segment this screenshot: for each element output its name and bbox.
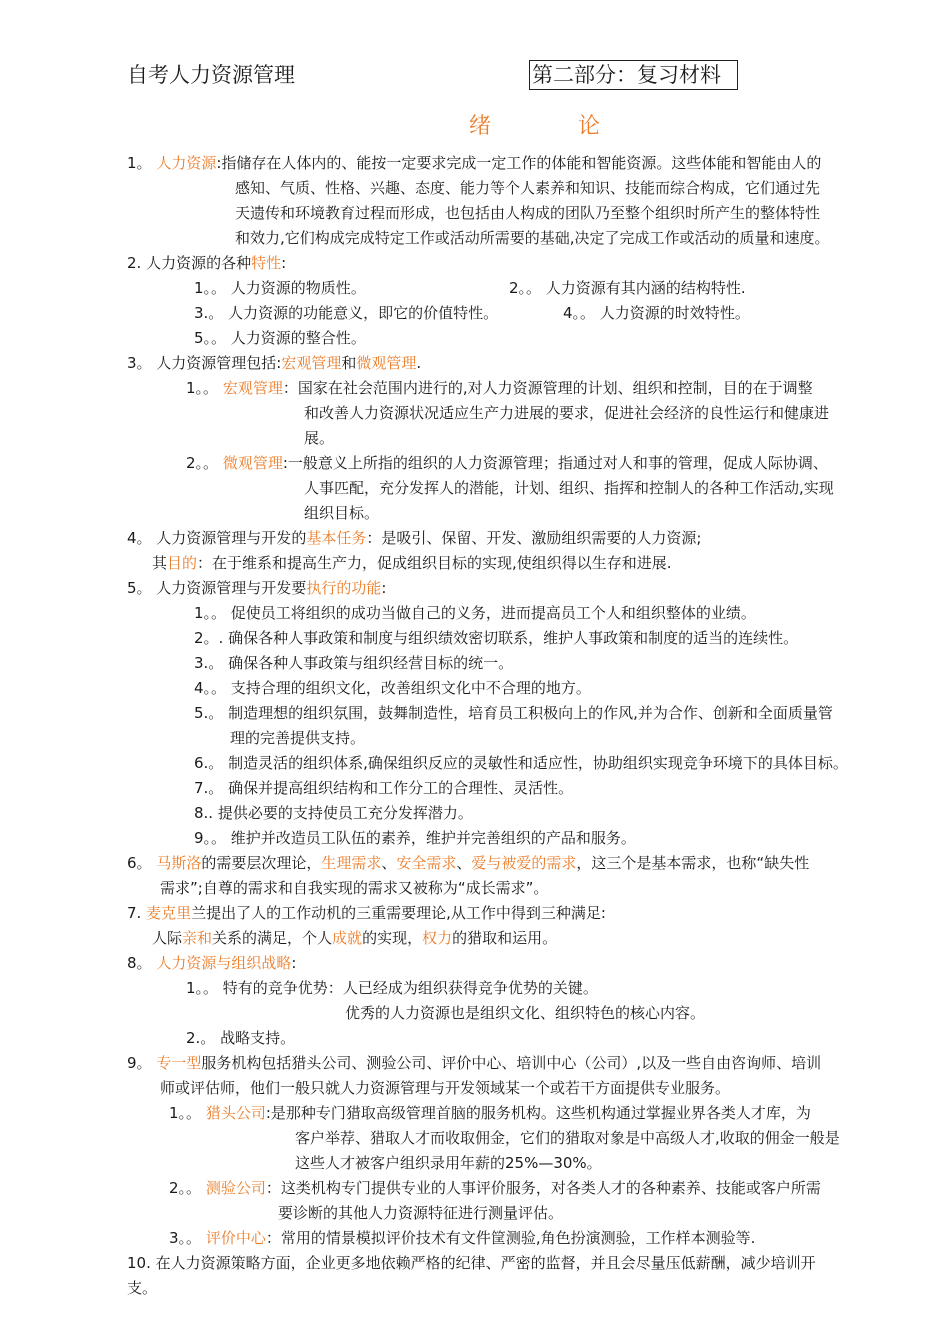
- text-segment: 优秀的人力资源也是组织文化、组织特色的核心内容。: [345, 1004, 706, 1022]
- highlighted-term: 目的: [167, 554, 198, 572]
- highlighted-term: 微观管理: [356, 354, 417, 372]
- text-segment: 和效力,它们构成完成特定工作或活动所需要的基础,决定了完成工作或活动的质量和速度。: [235, 229, 830, 247]
- text-segment: 3.。 人力资源的功能意义，即它的价值特性。: [194, 304, 499, 322]
- highlighted-term: 特性: [251, 254, 282, 272]
- text-line: [304, 501, 379, 526]
- text-segment: 10. 在人力资源策略方面，企业更多地依赖严格的纪律、严密的监督，并且会尽量压低薪酬，减少培训开: [127, 1254, 816, 1272]
- highlighted-term: 执行的功能: [306, 579, 382, 597]
- text-segment: 2.。 战略支持。: [186, 1029, 296, 1047]
- text-segment: 1。。 特有的竞争优势：人已经成为组织获得竞争优势的关键。: [186, 979, 598, 997]
- text-segment: 4。。 支持合理的组织文化，改善组织文化中不合理的地方。: [194, 679, 591, 697]
- text-segment: 理的完善提供支持。: [230, 729, 366, 747]
- text-segment: :: [291, 954, 297, 972]
- text-segment: 、: [456, 854, 472, 872]
- text-segment: 关系的满足，个人: [212, 929, 333, 947]
- text-line: [127, 151, 821, 176]
- text-segment: 天遗传和环境教育过程而形成，也包括由人构成的团队乃至整个组织时所产生的整体特性: [235, 204, 821, 222]
- text-segment: 6。: [127, 854, 157, 872]
- text-segment: :指储存在人体内的、能按一定要求完成一定工作的体能和智能资源。这些体能和智能由人的: [216, 154, 822, 172]
- highlighted-term: 微观管理: [222, 454, 283, 472]
- highlighted-term: 成就: [332, 929, 363, 947]
- text-line: [169, 1226, 755, 1251]
- highlighted-term: 基本任务: [306, 529, 367, 547]
- text-line: [186, 376, 813, 401]
- text-segment: 兰提出了人的工作动机的三重需要理论,从工作中得到三种满足:: [191, 904, 606, 922]
- text-line: [509, 276, 746, 301]
- text-segment: 5.。 制造理想的组织氛围，鼓舞制造性，培育员工积极向上的作风,并为合作、创新和全面质量管: [194, 704, 833, 722]
- text-line: [563, 301, 750, 326]
- text-segment: 4。 人力资源管理与开发的: [127, 529, 307, 547]
- text-line: [345, 1001, 705, 1026]
- text-line: [186, 1026, 295, 1051]
- text-line: [127, 351, 421, 376]
- text-segment: 7.: [127, 904, 147, 922]
- text-line: [186, 976, 598, 1001]
- text-line: [194, 651, 513, 676]
- text-line: [169, 1101, 811, 1126]
- text-segment: 5。。 人力资源的整合性。: [194, 329, 366, 347]
- text-line: [186, 451, 828, 476]
- text-segment: 9。: [127, 1054, 157, 1072]
- text-segment: 2。。: [169, 1179, 206, 1197]
- text-segment: ：国家在社会范围内进行的,对人力资源管理的计划、组织和控制，目的在于调整: [282, 379, 813, 397]
- highlighted-term: 评价中心: [205, 1229, 266, 1247]
- text-line: [194, 701, 833, 726]
- text-segment: 2。。 人力资源有其内涵的结构特性.: [509, 279, 746, 297]
- text-segment: 和: [341, 354, 357, 372]
- text-segment: :是那种专门猎取高级管理首脑的服务机构。这些机构通过掌握业界各类人才库，为: [265, 1104, 811, 1122]
- text-line: [127, 1051, 821, 1076]
- text-segment: 客户举荐、猎取人才而收取佣金，它们的猎取对象是中高级人才,收取的佣金一般是: [295, 1129, 840, 1147]
- text-segment: 8。: [127, 954, 157, 972]
- text-line: [127, 576, 386, 601]
- text-segment: ：是吸引、保留、开发、激励组织需要的人力资源;: [366, 529, 702, 547]
- highlighted-term: 人力资源与组织战略: [156, 954, 292, 972]
- text-segment: 1。。: [186, 379, 223, 397]
- text-segment: .: [416, 354, 422, 372]
- text-segment: ：在于维系和提高生产力，促成组织目标的实现,使组织得以生存和进展.: [197, 554, 672, 572]
- text-line: [194, 826, 636, 851]
- text-segment: 6.。 制造灵活的组织体系,确保组织反应的灵敏性和适应性，协助组织实现竞争环境下的具体目标。: [194, 754, 848, 772]
- text-segment: 1。。 促使员工将组织的成功当做自己的义务，进而提高员工个人和组织整体的业绩。: [194, 604, 756, 622]
- text-line: [295, 1126, 840, 1151]
- text-line: [194, 301, 498, 326]
- text-segment: 2。. 确保各种人事政策和制度与组织绩效密切联系，维护人事政策和制度的适当的连续性。: [194, 629, 799, 647]
- text-line: [194, 776, 573, 801]
- highlighted-term: 宏观管理: [222, 379, 283, 397]
- highlighted-term: 安全需求: [396, 854, 457, 872]
- text-line: [194, 276, 366, 301]
- text-segment: 服务机构包括猎头公司、测验公司、评价中心、培训中心（公司）,以及一些自由咨询师、培训: [201, 1054, 822, 1072]
- text-line: [194, 626, 798, 651]
- text-segment: 3。。: [169, 1229, 206, 1247]
- highlighted-term: 权力: [422, 929, 453, 947]
- highlighted-term: 猎头公司: [205, 1104, 266, 1122]
- text-segment: :一般意义上所指的组织的人力资源管理；指通过对人和事的管理，促成人际协调、: [282, 454, 828, 472]
- text-segment: :: [281, 254, 287, 272]
- text-segment: 2。。: [186, 454, 223, 472]
- highlighted-term: 爱与被爱的需求: [471, 854, 577, 872]
- text-segment: 其: [152, 554, 168, 572]
- text-line: [235, 201, 820, 226]
- text-line: [152, 926, 557, 951]
- text-segment: 这些人才被客户组织录用年薪的25%—30%。: [295, 1154, 602, 1172]
- text-line: [127, 1251, 816, 1276]
- highlighted-term: 马斯洛: [156, 854, 202, 872]
- text-line: [127, 1276, 157, 1301]
- highlighted-term: 宏观管理: [281, 354, 342, 372]
- text-line: [127, 251, 286, 276]
- text-segment: 2. 人力资源的各种: [127, 254, 252, 272]
- text-line: [160, 876, 548, 901]
- text-line: [194, 676, 591, 701]
- text-line: [304, 401, 829, 426]
- text-line: [295, 1151, 602, 1176]
- text-line: [127, 526, 701, 551]
- course-title: 自考人力资源管理: [127, 63, 295, 87]
- text-line: [230, 726, 365, 751]
- text-line: [127, 901, 606, 926]
- text-segment: 人事匹配，充分发挥人的潜能，计划、组织、指挥和控制人的各种工作活动,实现: [304, 479, 834, 497]
- highlighted-term: 亲和: [182, 929, 213, 947]
- text-segment: 8.. 提供必要的支持使员工充分发挥潜力。: [194, 804, 473, 822]
- text-line: [194, 601, 756, 626]
- text-segment: 要诊断的其他人力资源特征进行测量评估。: [278, 1204, 564, 1222]
- text-line: [235, 176, 820, 201]
- chapter-title: 绪 论: [469, 114, 640, 139]
- text-segment: 师或评估师，他们一般只就人力资源管理与开发领域某一个或若干方面提供专业服务。: [160, 1079, 731, 1097]
- highlighted-term: 测验公司: [205, 1179, 266, 1197]
- text-line: [304, 476, 834, 501]
- text-segment: :: [381, 579, 387, 597]
- text-line: [194, 326, 366, 351]
- text-segment: 4。。 人力资源的时效特性。: [563, 304, 750, 322]
- highlighted-term: 生理需求: [321, 854, 382, 872]
- text-segment: 3。 人力资源管理包括:: [127, 354, 282, 372]
- highlighted-term: 专一型: [156, 1054, 202, 1072]
- text-segment: 1。。: [169, 1104, 206, 1122]
- text-segment: 和改善人力资源状况适应生产力进展的要求，促进社会经济的良性运行和健康进: [304, 404, 830, 422]
- text-segment: ：常用的情景模拟评价技术有文件筐测验,角色扮演测验，工作样本测验等.: [265, 1229, 756, 1247]
- text-segment: 1。。 人力资源的物质性。: [194, 279, 366, 297]
- text-segment: 、: [381, 854, 397, 872]
- text-line: [152, 551, 672, 576]
- text-segment: 3.。 确保各种人事政策与组织经营目标的统一。: [194, 654, 514, 672]
- text-line: [194, 751, 848, 776]
- section-box: 第二部分：复习材料: [529, 60, 738, 90]
- text-segment: 感知、气质、性格、兴趣、态度、能力等个人素养和知识、技能而综合构成，它们通过先: [235, 179, 821, 197]
- text-segment: 组织目标。: [304, 504, 380, 522]
- text-line: [160, 1076, 730, 1101]
- text-segment: ：这类机构专门提供专业的人事评价服务，对各类人才的各种素养、技能或客户所需: [265, 1179, 821, 1197]
- text-segment: 的需要层次理论，: [201, 854, 322, 872]
- text-line: [169, 1176, 821, 1201]
- text-segment: 9。。 维护并改造员工队伍的素养，维护并完善组织的产品和服务。: [194, 829, 636, 847]
- text-line: [127, 851, 809, 876]
- text-line: [235, 226, 830, 251]
- text-segment: 的实现，: [362, 929, 423, 947]
- text-line: [278, 1201, 563, 1226]
- text-segment: 的猎取和运用。: [452, 929, 558, 947]
- text-segment: 1。: [127, 154, 157, 172]
- text-segment: 人际: [152, 929, 183, 947]
- text-line: [194, 801, 473, 826]
- text-line: [304, 426, 334, 451]
- text-segment: 7.。 确保并提高组织结构和工作分工的合理性、灵活性。: [194, 779, 574, 797]
- text-segment: 需求”;自尊的需求和自我实现的需求又被称为“成长需求”。: [160, 879, 549, 897]
- highlighted-term: 人力资源: [156, 154, 217, 172]
- text-line: [127, 951, 296, 976]
- text-segment: 5。 人力资源管理与开发要: [127, 579, 307, 597]
- text-segment: 展。: [304, 429, 335, 447]
- highlighted-term: 麦克里: [146, 904, 192, 922]
- text-segment: 支。: [127, 1279, 158, 1297]
- text-segment: ，这三个是基本需求，也称“缺失性: [576, 854, 810, 872]
